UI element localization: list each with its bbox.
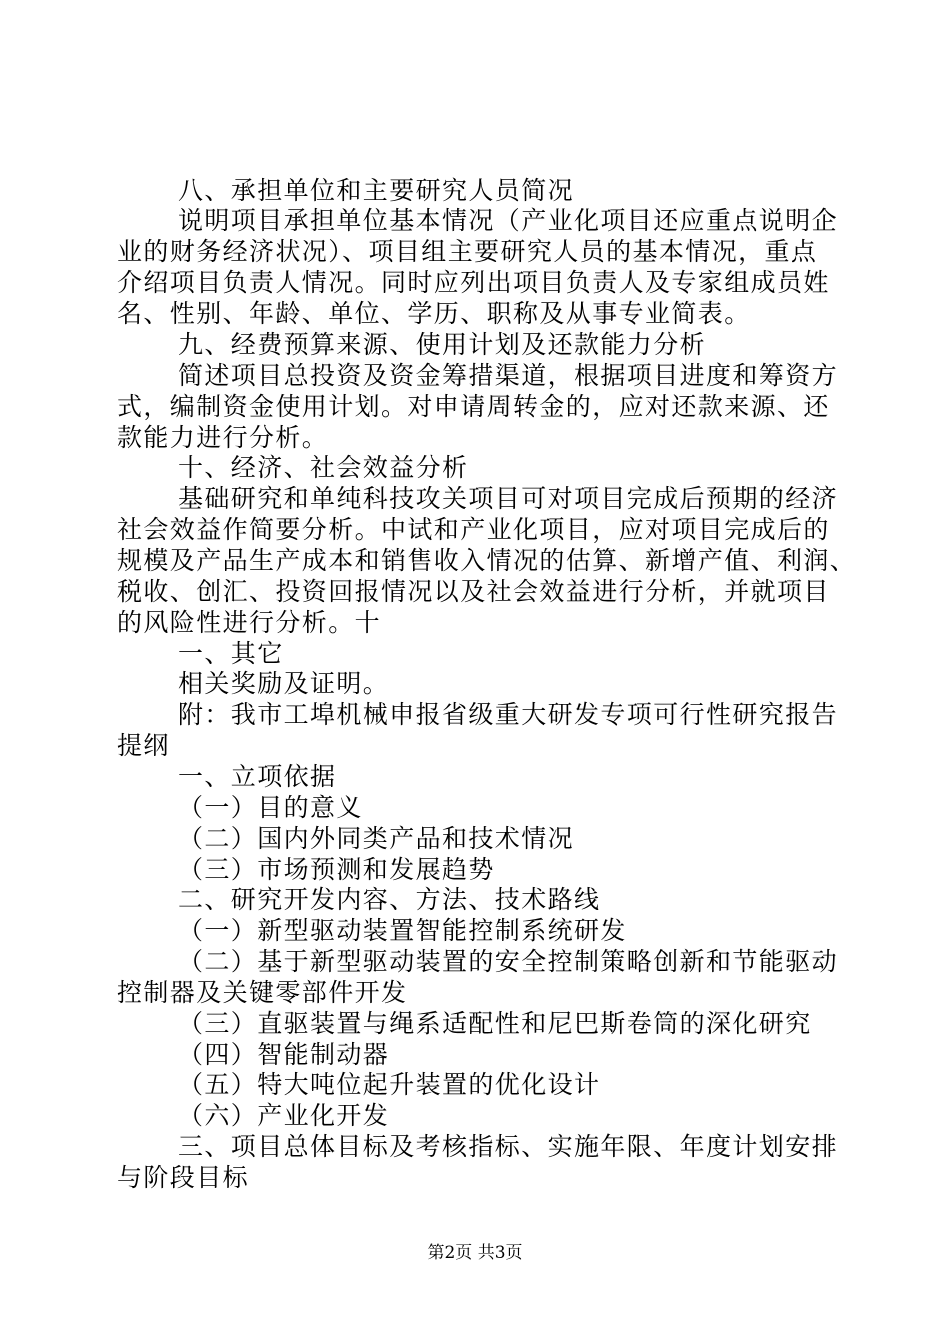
text-line: （四）智能制动器 [178, 1040, 390, 1069]
text-line: 一、其它 [178, 639, 284, 668]
text-line: 业的财务经济状况）、项目组主要研究人员的基本情况，重点 [117, 237, 818, 266]
page-number-footer: 第2页 共3页 [427, 1243, 523, 1263]
text-line: 规模及产品生产成本和销售收入情况的估算、新增产值、利润、 [117, 546, 857, 575]
text-line: 的风险性进行分析。十 [117, 608, 382, 637]
text-line: （二）基于新型驱动装置的安全控制策略创新和节能驱动 [178, 947, 839, 976]
text-line: 介绍项目负责人情况。同时应列出项目负责人及专家组成员姓 [117, 268, 830, 297]
text-line: 税收、创汇、投资回报情况以及社会效益进行分析，并就项目 [117, 577, 830, 606]
text-line: 社会效益作简要分析。中试和产业化项目，应对项目完成后的 [117, 515, 830, 544]
text-line: 基础研究和单纯科技攻关项目可对项目完成后预期的经济 [178, 484, 839, 513]
text-line: 一、立项依据 [178, 762, 337, 791]
text-line: （二）国内外同类产品和技术情况 [178, 824, 575, 853]
text-line: 提纲 [117, 731, 170, 760]
text-line: （三）市场预测和发展趋势 [178, 855, 495, 884]
text-line: 九、经费预算来源、使用计划及还款能力分析 [178, 330, 707, 359]
text-line: 式，编制资金使用计划。对申请周转金的，应对还款来源、还 [117, 392, 830, 421]
text-line: 简述项目总投资及资金筹措渠道，根据项目进度和筹资方 [178, 361, 839, 390]
text-line: 二、研究开发内容、方法、技术路线 [178, 885, 601, 914]
text-line: 附：我市工埠机械申报省级重大研发专项可行性研究报告 [178, 700, 839, 729]
text-line: 与阶段目标 [117, 1163, 250, 1192]
text-line: 三、项目总体目标及考核指标、实施年限、年度计划安排 [178, 1132, 839, 1161]
text-line: 八、承担单位和主要研究人员简况 [178, 176, 575, 205]
text-line: 名、性别、年龄、单位、学历、职称及从事专业简表。 [117, 299, 751, 328]
text-line: 相关奖励及证明。 [178, 669, 390, 698]
text-line: （一）目的意义 [178, 793, 363, 822]
text-line: 说明项目承担单位基本情况（产业化项目还应重点说明企 [178, 206, 839, 235]
text-line: （一）新型驱动装置智能控制系统研发 [178, 916, 627, 945]
text-line: 款能力进行分析。 [117, 423, 329, 452]
text-line: 控制器及关键零部件开发 [117, 978, 408, 1007]
text-line: （三）直驱装置与绳系适配性和尼巴斯卷筒的深化研究 [178, 1009, 812, 1038]
text-line: （六）产业化开发 [178, 1101, 390, 1130]
text-line: 十、经济、社会效益分析 [178, 453, 469, 482]
text-line: （五）特大吨位起升装置的优化设计 [178, 1070, 601, 1099]
